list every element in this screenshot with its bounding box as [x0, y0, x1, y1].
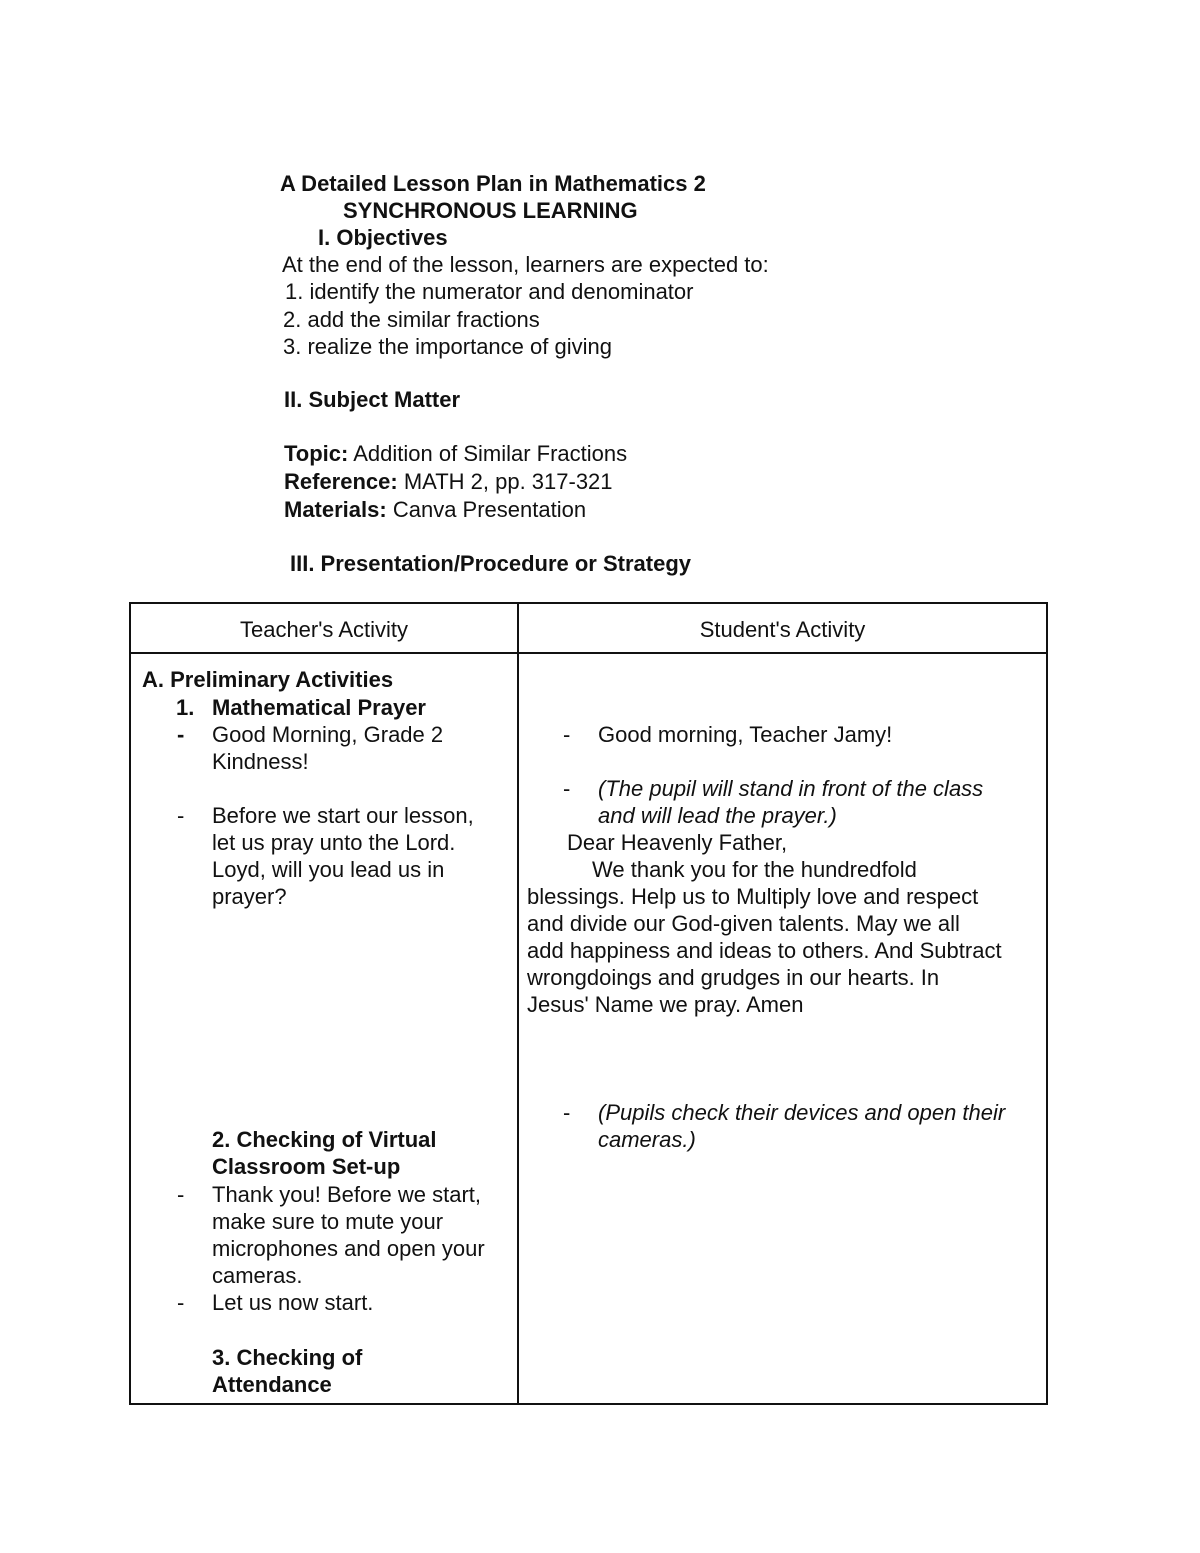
teacher-column-header: Teacher's Activity — [239, 617, 409, 642]
teacher-line: Thank you! Before we start, — [212, 1182, 482, 1207]
prayer-line: and divide our God-given talents. May we all — [527, 911, 960, 936]
teacher-line: Kindness! — [212, 749, 309, 774]
attendance-heading: Attendance — [212, 1372, 332, 1397]
activity-table — [129, 602, 1048, 1405]
objectives-heading: I. Objectives — [318, 225, 448, 250]
teacher-line: cameras. — [212, 1263, 303, 1288]
prayer-line: blessings. Help us to Multiply love and respect — [527, 884, 979, 909]
bullet-dash: - — [563, 776, 571, 801]
materials-line — [284, 496, 586, 523]
teacher-line: Before we start our lesson, — [212, 803, 474, 828]
bullet-dash: - — [177, 803, 185, 828]
teacher-line: Good Morning, Grade 2 — [212, 722, 444, 747]
bullet-dash: - — [563, 722, 571, 747]
attendance-heading: 3. Checking of — [212, 1345, 363, 1370]
objective-item: 1. identify the numerator and denominator — [285, 279, 694, 304]
reference-line — [284, 468, 613, 495]
prayer-line: add happiness and ideas to others. And Subtract — [527, 938, 1002, 963]
column-divider — [517, 604, 519, 1403]
teacher-line: Let us now start. — [212, 1290, 374, 1315]
bullet-dash: - — [177, 1182, 185, 1207]
teacher-line: Loyd, will you lead us in — [212, 857, 445, 882]
topic-value: Addition of Similar Fractions — [348, 441, 628, 466]
prayer-line: Jesus' Name we pray. Amen — [527, 992, 804, 1017]
header-divider — [131, 652, 1046, 654]
document-subtitle: SYNCHRONOUS LEARNING — [343, 198, 638, 223]
procedure-heading: III. Presentation/Procedure or Strategy — [290, 551, 692, 576]
objectives-intro: At the end of the lesson, learners are expected to: — [282, 252, 769, 277]
reference-value: MATH 2, pp. 317-321 — [397, 469, 613, 494]
teacher-line: prayer? — [212, 884, 287, 909]
bullet-dash: - — [177, 722, 185, 747]
subject-matter-heading: II. Subject Matter — [284, 387, 461, 412]
student-column-header: Student's Activity — [699, 617, 866, 642]
teacher-line: microphones and open your — [212, 1236, 485, 1261]
student-note: (Pupils check their devices and open their — [598, 1100, 1006, 1125]
student-line: Good morning, Teacher Jamy! — [598, 722, 893, 747]
objective-item: 2. add the similar fractions — [283, 307, 540, 332]
teacher-line: let us pray unto the Lord. — [212, 830, 456, 855]
student-note: and will lead the prayer.) — [598, 803, 837, 828]
document-title: A Detailed Lesson Plan in Mathematics 2 — [280, 171, 706, 196]
teacher-line: make sure to mute your — [212, 1209, 444, 1234]
objective-item: 3. realize the importance of giving — [283, 334, 612, 359]
prayer-line: Dear Heavenly Father, — [567, 830, 788, 855]
materials-label: Materials: — [284, 497, 387, 522]
bullet-dash: - — [177, 1290, 185, 1315]
reference-label: Reference: — [284, 469, 398, 494]
student-note: cameras.) — [598, 1127, 696, 1152]
virtual-classroom-heading: Classroom Set-up — [212, 1154, 401, 1179]
materials-value: Canva Presentation — [386, 497, 587, 522]
prayer-line: We thank you for the hundredfold — [592, 857, 917, 882]
topic-line — [284, 440, 627, 467]
virtual-classroom-heading: 2. Checking of Virtual — [212, 1127, 437, 1152]
prayer-line: wrongdoings and grudges in our hearts. In — [527, 965, 940, 990]
student-note: (The pupil will stand in front of the class — [598, 776, 984, 801]
preliminary-activities-heading: A. Preliminary Activities — [142, 667, 394, 692]
bullet-dash: - — [563, 1100, 571, 1125]
mathematical-prayer-heading: Mathematical Prayer — [212, 695, 426, 720]
topic-label: Topic: — [284, 441, 349, 466]
item-number: 1. — [176, 695, 195, 720]
